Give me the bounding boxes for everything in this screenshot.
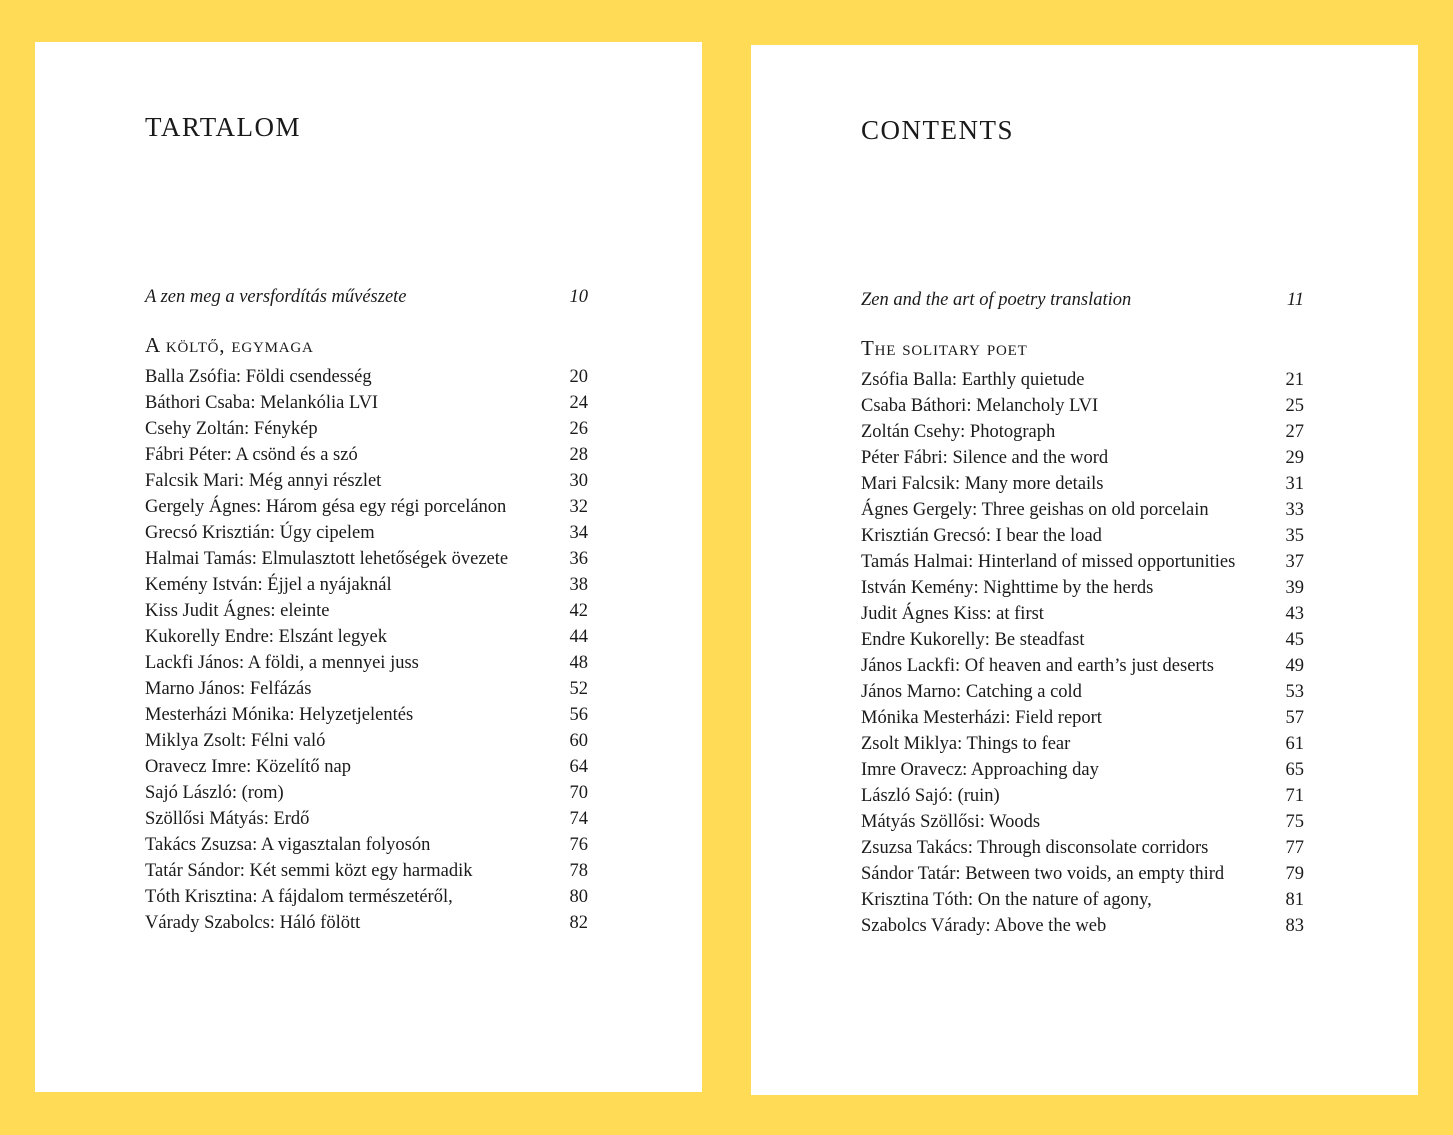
contents-entry xyxy=(145,754,588,780)
entry-title: Judit Ágnes Kiss: at first xyxy=(861,604,1044,624)
entry-title: Zsuzsa Takács: Through disconsolate corridors xyxy=(861,838,1209,858)
entry-title: Zsolt Miklya: Things to fear xyxy=(861,734,1071,754)
right-page xyxy=(751,45,1418,1095)
entry-title: Gergely Ágnes: Három gésa egy régi porcelánon xyxy=(145,497,507,517)
contents-entry xyxy=(861,913,1304,939)
entry-page-number: 26 xyxy=(569,419,588,439)
entry-page-number: 49 xyxy=(1285,656,1304,676)
contents-entry xyxy=(861,627,1304,653)
section-title: The solitary poet xyxy=(861,336,1028,360)
entry-title: Oravecz Imre: Közelítő nap xyxy=(145,757,351,777)
entry-title: Péter Fábri: Silence and the word xyxy=(861,448,1109,468)
contents-entry xyxy=(145,390,588,416)
entry-page-number: 39 xyxy=(1285,578,1304,598)
contents-entry xyxy=(145,650,588,676)
entry-page-number: 28 xyxy=(569,445,588,465)
contents-entry xyxy=(145,702,588,728)
contents-entry xyxy=(145,780,588,806)
entry-page-number: 64 xyxy=(569,757,588,777)
entry-title: Csehy Zoltán: Fénykép xyxy=(145,419,318,439)
page-heading: CONTENTS xyxy=(861,115,1014,145)
entry-page-number: 11 xyxy=(1286,290,1304,310)
entry-title: Kukorelly Endre: Elszánt legyek xyxy=(145,627,387,647)
contents-entry xyxy=(861,445,1304,471)
entry-page-number: 83 xyxy=(1285,916,1304,936)
entry-title: Lackfi János: A földi, a mennyei juss xyxy=(145,653,419,673)
contents-entry xyxy=(145,494,588,520)
entry-page-number: 35 xyxy=(1285,526,1304,546)
entry-page-number: 44 xyxy=(569,627,588,647)
contents-entry xyxy=(861,705,1304,731)
entry-page-number: 56 xyxy=(569,705,588,725)
contents-entry xyxy=(145,546,588,572)
contents-entry xyxy=(861,419,1304,445)
contents-entry xyxy=(861,861,1304,887)
entry-page-number: 34 xyxy=(569,523,588,543)
entry-page-number: 37 xyxy=(1285,552,1304,572)
entry-title: István Kemény: Nighttime by the herds xyxy=(861,578,1154,598)
page-heading: TARTALOM xyxy=(145,112,302,142)
contents-entry xyxy=(145,832,588,858)
contents-entry xyxy=(145,468,588,494)
entry-title: Fábri Péter: A csönd és a szó xyxy=(145,445,358,465)
entry-page-number: 42 xyxy=(569,601,588,621)
entry-page-number: 45 xyxy=(1285,630,1304,650)
contents-entry xyxy=(145,910,588,936)
entry-page-number: 31 xyxy=(1285,474,1304,494)
entry-page-number: 81 xyxy=(1285,890,1304,910)
entry-page-number: 36 xyxy=(569,549,588,569)
entry-page-number: 82 xyxy=(569,913,588,933)
entry-title: Báthori Csaba: Melankólia LVI xyxy=(145,393,379,413)
entry-title: Mátyás Szöllősi: Woods xyxy=(861,812,1041,832)
section-title: A költő, egymaga xyxy=(145,333,314,357)
entry-page-number: 57 xyxy=(1285,708,1304,728)
entry-title: Várady Szabolcs: Háló fölött xyxy=(145,913,361,933)
entry-title: Grecsó Krisztián: Úgy cipelem xyxy=(145,523,375,543)
contents-entry xyxy=(861,887,1304,913)
entry-title: Halmai Tamás: Elmulasztott lehetőségek övezete xyxy=(145,549,509,569)
contents-entry xyxy=(861,549,1304,575)
entry-title: Szöllősi Mátyás: Erdő xyxy=(145,809,310,829)
entry-title: A zen meg a versfordítás művészete xyxy=(145,287,407,307)
contents-entry xyxy=(861,783,1304,809)
entry-page-number: 78 xyxy=(569,861,588,881)
entry-title: Marno János: Felfázás xyxy=(145,679,312,699)
entry-title: Csaba Báthori: Melancholy LVI xyxy=(861,396,1099,416)
entry-title: Szabolcs Várady: Above the web xyxy=(861,916,1107,936)
entry-page-number: 65 xyxy=(1285,760,1304,780)
contents-entry xyxy=(145,416,588,442)
contents-entry xyxy=(861,679,1304,705)
entry-page-number: 20 xyxy=(569,367,588,387)
entry-title: Sajó László: (rom) xyxy=(145,783,284,803)
entry-title: Mesterházi Mónika: Helyzetjelentés xyxy=(145,705,414,725)
entry-title: Falcsik Mari: Még annyi részlet xyxy=(145,471,382,491)
contents-entry xyxy=(145,442,588,468)
entry-title: Takács Zsuzsa: A vigasztalan folyosón xyxy=(145,835,431,855)
contents-entry xyxy=(145,520,588,546)
contents-entry xyxy=(861,393,1304,419)
entry-page-number: 75 xyxy=(1285,812,1304,832)
entry-page-number: 71 xyxy=(1285,786,1304,806)
entry-title: László Sajó: (ruin) xyxy=(861,786,1000,806)
entry-page-number: 52 xyxy=(569,679,588,699)
entry-page-number: 70 xyxy=(569,783,588,803)
entry-title: Endre Kukorelly: Be steadfast xyxy=(861,630,1085,650)
entry-page-number: 33 xyxy=(1285,500,1304,520)
contents-entry xyxy=(145,364,588,390)
entry-title: Miklya Zsolt: Félni való xyxy=(145,731,326,751)
entry-title: János Lackfi: Of heaven and earth’s just deserts xyxy=(861,656,1214,676)
contents-entry xyxy=(861,809,1304,835)
contents-entry xyxy=(861,835,1304,861)
contents-entry xyxy=(861,653,1304,679)
entry-title: Tatár Sándor: Két semmi közt egy harmadik xyxy=(145,861,473,881)
entry-title: Sándor Tatár: Between two voids, an empty third xyxy=(861,864,1225,884)
entry-page-number: 29 xyxy=(1285,448,1304,468)
contents-entry xyxy=(861,523,1304,549)
entry-page-number: 10 xyxy=(569,287,588,307)
entry-page-number: 27 xyxy=(1285,422,1304,442)
contents-entry xyxy=(861,757,1304,783)
entry-page-number: 60 xyxy=(569,731,588,751)
entry-title: Krisztián Grecsó: I bear the load xyxy=(861,526,1102,546)
entry-title: Ágnes Gergely: Three geishas on old porcelain xyxy=(861,500,1209,520)
entry-page-number: 25 xyxy=(1285,396,1304,416)
contents-entry xyxy=(145,598,588,624)
entry-title: Zsófia Balla: Earthly quietude xyxy=(861,370,1085,390)
entry-title: János Marno: Catching a cold xyxy=(861,682,1082,702)
contents-entry xyxy=(145,572,588,598)
entry-page-number: 53 xyxy=(1285,682,1304,702)
entry-page-number: 80 xyxy=(569,887,588,907)
contents-list xyxy=(861,367,1304,939)
contents-entry xyxy=(861,731,1304,757)
entry-page-number: 43 xyxy=(1285,604,1304,624)
entry-page-number: 79 xyxy=(1285,864,1304,884)
entry-title: Zen and the art of poetry translation xyxy=(861,290,1132,310)
contents-entry xyxy=(145,676,588,702)
contents-entry xyxy=(145,806,588,832)
contents-entry xyxy=(861,497,1304,523)
contents-entry xyxy=(861,575,1304,601)
contents-entry xyxy=(861,367,1304,393)
entry-title: Krisztina Tóth: On the nature of agony, xyxy=(861,890,1152,910)
entry-page-number: 76 xyxy=(569,835,588,855)
entry-page-number: 24 xyxy=(569,393,588,413)
entry-page-number: 21 xyxy=(1285,370,1304,390)
entry-title: Zoltán Csehy: Photograph xyxy=(861,422,1056,442)
entry-page-number: 38 xyxy=(569,575,588,595)
entry-title: Imre Oravecz: Approaching day xyxy=(861,760,1099,780)
contents-entry xyxy=(145,884,588,910)
contents-entry xyxy=(861,471,1304,497)
entry-title: Tóth Krisztina: A fájdalom természetéről, xyxy=(145,887,453,907)
entry-page-number: 32 xyxy=(569,497,588,517)
entry-page-number: 77 xyxy=(1285,838,1304,858)
entry-title: Mari Falcsik: Many more details xyxy=(861,474,1104,494)
entry-title: Kemény István: Éjjel a nyájaknál xyxy=(145,575,392,595)
entry-title: Kiss Judit Ágnes: eleinte xyxy=(145,601,330,621)
entry-page-number: 74 xyxy=(569,809,588,829)
entry-title: Balla Zsófia: Földi csendesség xyxy=(145,367,372,387)
entry-page-number: 30 xyxy=(569,471,588,491)
entry-title: Tamás Halmai: Hinterland of missed opportunities xyxy=(861,552,1236,572)
entry-title: Mónika Mesterházi: Field report xyxy=(861,708,1102,728)
contents-entry xyxy=(145,858,588,884)
entry-page-number: 61 xyxy=(1285,734,1304,754)
intro-entry xyxy=(861,289,1304,311)
entry-page-number: 48 xyxy=(569,653,588,673)
contents-entry xyxy=(861,601,1304,627)
contents-entry xyxy=(145,624,588,650)
left-page xyxy=(35,42,702,1092)
contents-list xyxy=(145,364,588,936)
contents-entry xyxy=(145,728,588,754)
intro-entry xyxy=(145,286,588,308)
